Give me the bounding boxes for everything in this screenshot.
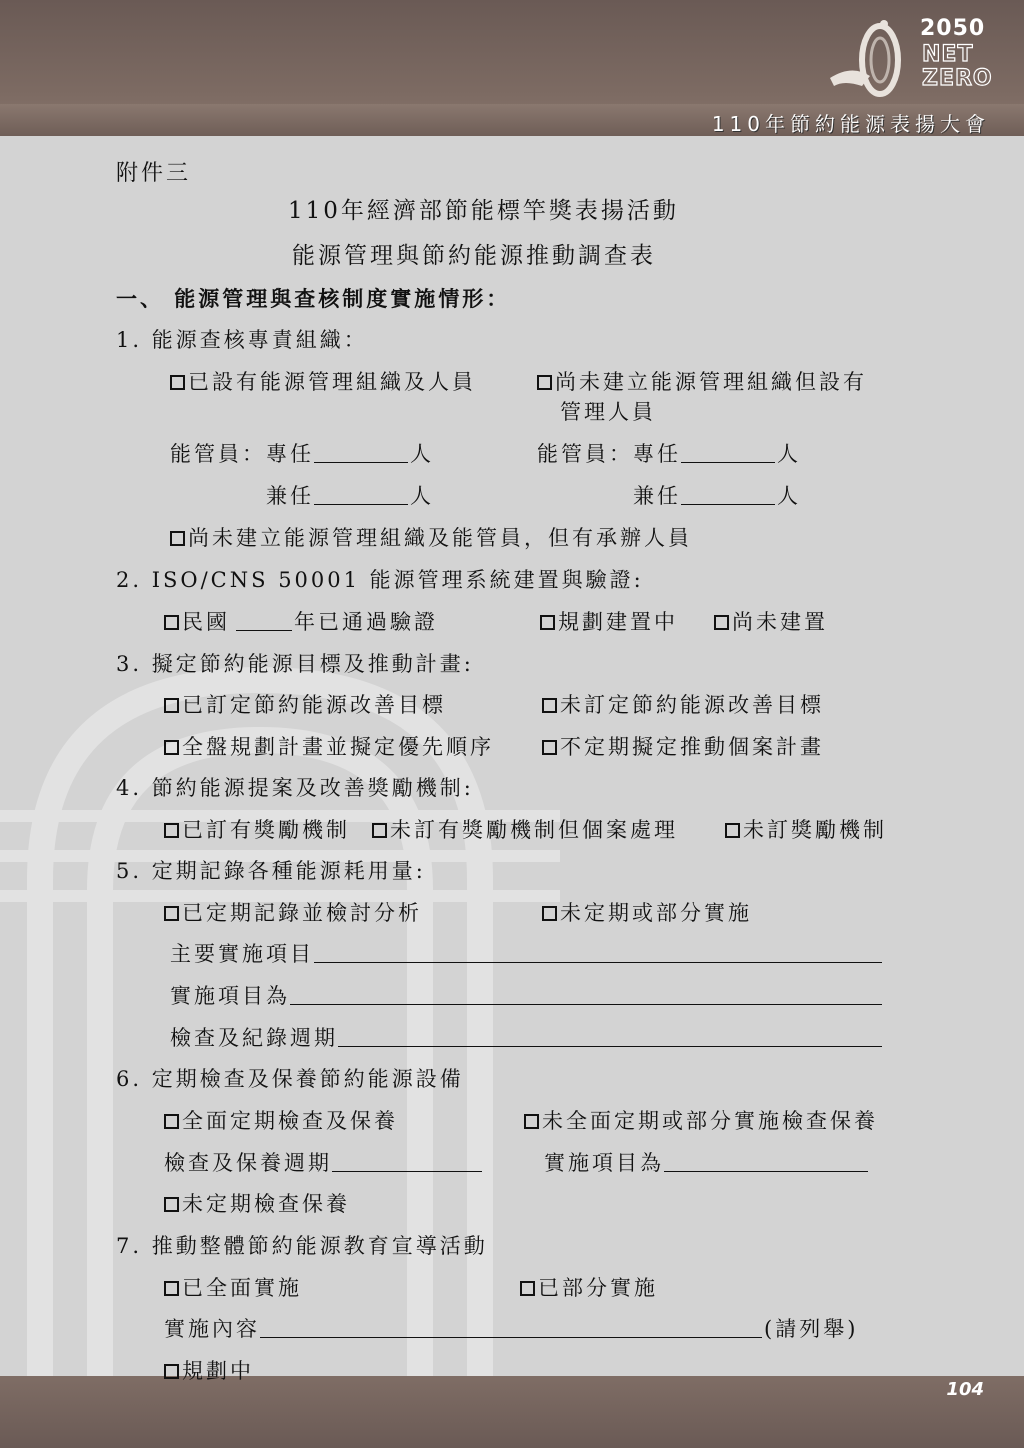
q6-option-a-checkbox[interactable] [164,1114,179,1129]
q3-option-b[interactable] [542,689,824,719]
q5-field-b-label: 實施項目為 [170,984,290,1008]
q1-option-a[interactable] [170,366,476,396]
q4-option-c[interactable] [725,814,887,844]
q5-field-a-input[interactable] [314,962,882,963]
q5-option-a-label: 已定期記錄並檢討分析 [182,901,422,925]
q7-option-b[interactable] [520,1272,658,1302]
page-header [0,0,1024,136]
q6-option-b-checkbox[interactable] [524,1114,539,1129]
q1-option-c-checkbox[interactable] [170,531,185,546]
q5-field-b-input[interactable] [290,1004,882,1005]
q2-year-field[interactable] [236,630,292,631]
q2-option-c[interactable] [714,606,828,636]
logo-word-zero: ZERO [922,66,993,91]
q7-option-a[interactable] [164,1272,302,1302]
q1-unit-a2: 人 [410,484,434,508]
q1-option-a-label: 已設有能源管理組織及人員 [188,370,476,394]
q1-option-c-label: 尚未建立能源管理組織及能管員，但有承辦人員 [188,526,692,550]
q3-option-d-label: 不定期擬定推動個案計畫 [560,735,824,759]
q5-option-b-label: 未定期或部分實施 [560,901,752,925]
q3-option-c-checkbox[interactable] [164,740,179,755]
q3-option-a-label: 已訂定節約能源改善目標 [182,693,446,717]
q7-option-b-label: 已部分實施 [538,1276,658,1300]
logo-word-net: NET [922,42,974,67]
header-title: 110年節約能源表揚大會 [711,112,990,136]
section-heading: 一、 能源管理與查核制度實施情形： [116,286,511,311]
q2-option-a[interactable] [164,606,230,636]
q1-parttime-label-b: 兼任 [633,484,681,508]
q1-option-b-checkbox[interactable] [537,375,552,390]
q6-field-b-input[interactable] [664,1171,868,1172]
q2-option-b[interactable] [540,606,678,636]
q3-option-b-checkbox[interactable] [542,698,557,713]
q3-option-a[interactable] [164,689,446,719]
page-number: 104 [946,1379,984,1400]
q5-field-a-label: 主要實施項目 [170,942,314,966]
question-6-title: 6. 定期檢查及保養節約能源設備 [116,1067,464,1091]
q7-option-a-label: 已全面實施 [182,1276,302,1300]
question-3-title: 3. 擬定節約能源目標及推動計畫: [116,652,474,676]
q1-option-a-checkbox[interactable] [170,375,185,390]
q6-field-a-label: 檢查及保養週期 [164,1151,332,1175]
q3-option-c[interactable] [164,731,494,761]
q2-option-a-checkbox[interactable] [164,615,179,630]
q4-option-a-label: 已訂有獎勵機制 [182,818,350,842]
zero-emblem-icon [822,14,922,104]
q7-option-c-checkbox[interactable] [164,1364,179,1379]
annex-label: 附件三 [116,161,192,186]
q4-option-a[interactable] [164,814,350,844]
q2-option-a-prefix: 民國 [182,610,230,634]
q4-option-c-checkbox[interactable] [725,823,740,838]
page-footer [0,1376,1024,1448]
q4-option-c-label: 未訂獎勵機制 [743,818,887,842]
q6-field-a-input[interactable] [332,1171,482,1172]
q1-option-b-label: 尚未建立能源管理組織但設有 [555,370,867,394]
q6-option-c-label: 未定期檢查保養 [182,1192,350,1216]
q2-option-c-checkbox[interactable] [714,615,729,630]
q7-option-a-checkbox[interactable] [164,1281,179,1296]
q7-field-note: (請列舉) [764,1317,859,1341]
q5-option-b[interactable] [542,897,752,927]
question-2-title: 2. ISO/CNS 50001 能源管理系統建置與驗證: [116,568,644,592]
q3-option-b-label: 未訂定節約能源改善目標 [560,693,824,717]
net-zero-logo [822,14,1002,104]
q4-option-b-label: 未訂有獎勵機制但個案處理 [390,818,678,842]
q1-fulltime-field-b[interactable] [681,462,775,463]
document-title: 110年經濟部節能標竿獎表揚活動 [288,198,679,224]
question-4-title: 4. 節約能源提案及改善獎勵機制: [116,776,474,800]
q6-option-a[interactable] [164,1105,398,1135]
q1-parttime-field-a[interactable] [314,504,408,505]
q3-option-a-checkbox[interactable] [164,698,179,713]
q7-field-a-input[interactable] [260,1337,762,1338]
q6-option-c-checkbox[interactable] [164,1197,179,1212]
q1-parttime-label-a: 兼任 [266,484,314,508]
question-5-title: 5. 定期記錄各種能源耗用量: [116,859,426,883]
q6-option-c[interactable] [164,1188,350,1218]
q6-option-b-label: 未全面定期或部分實施檢查保養 [542,1109,878,1133]
q7-option-c-label: 規劃中 [182,1359,254,1383]
q7-field-a-label: 實施內容 [164,1317,260,1341]
q7-option-c[interactable] [164,1355,254,1385]
q1-unit-b1: 人 [777,442,801,466]
q5-option-a[interactable] [164,897,422,927]
q6-option-a-label: 全面定期檢查及保養 [182,1109,398,1133]
logo-year: 2050 [920,16,986,41]
question-1-title: 1. 能源查核專責組織： [116,328,368,352]
q3-option-d-checkbox[interactable] [542,740,557,755]
q1-fulltime-field-a[interactable] [314,462,408,463]
question-7-title: 7. 推動整體節約能源教育宣導活動 [116,1234,488,1258]
q5-option-b-checkbox[interactable] [542,906,557,921]
q2-option-b-checkbox[interactable] [540,615,555,630]
q1-parttime-field-b[interactable] [681,504,775,505]
q2-option-a-suffix: 年已通過驗證 [294,610,438,634]
q2-option-c-label: 尚未建置 [732,610,828,634]
document-subtitle: 能源管理與節約能源推動調查表 [292,243,656,269]
q1-unit-b2: 人 [777,484,801,508]
q5-field-c-label: 檢查及紀錄週期 [170,1026,338,1050]
q3-option-d[interactable] [542,731,824,761]
q1-option-b-label-line2: 管理人員 [560,400,656,424]
q5-option-a-checkbox[interactable] [164,906,179,921]
q2-option-b-label: 規劃建置中 [558,610,678,634]
q4-option-a-checkbox[interactable] [164,823,179,838]
q6-option-b[interactable] [524,1105,878,1135]
q4-option-b[interactable] [372,814,678,844]
q7-option-b-checkbox[interactable] [520,1281,535,1296]
q1-option-c[interactable] [170,522,692,552]
q1-fulltime-label-a: 能管員：專任 [170,442,314,466]
q1-option-b[interactable] [537,366,867,396]
q1-fulltime-label-b: 能管員：專任 [537,442,681,466]
q3-option-c-label: 全盤規劃計畫並擬定優先順序 [182,735,494,759]
q4-option-b-checkbox[interactable] [372,823,387,838]
q5-field-c-input[interactable] [338,1046,882,1047]
q6-field-b-label: 實施項目為 [544,1151,664,1175]
q1-unit-a1: 人 [410,442,434,466]
